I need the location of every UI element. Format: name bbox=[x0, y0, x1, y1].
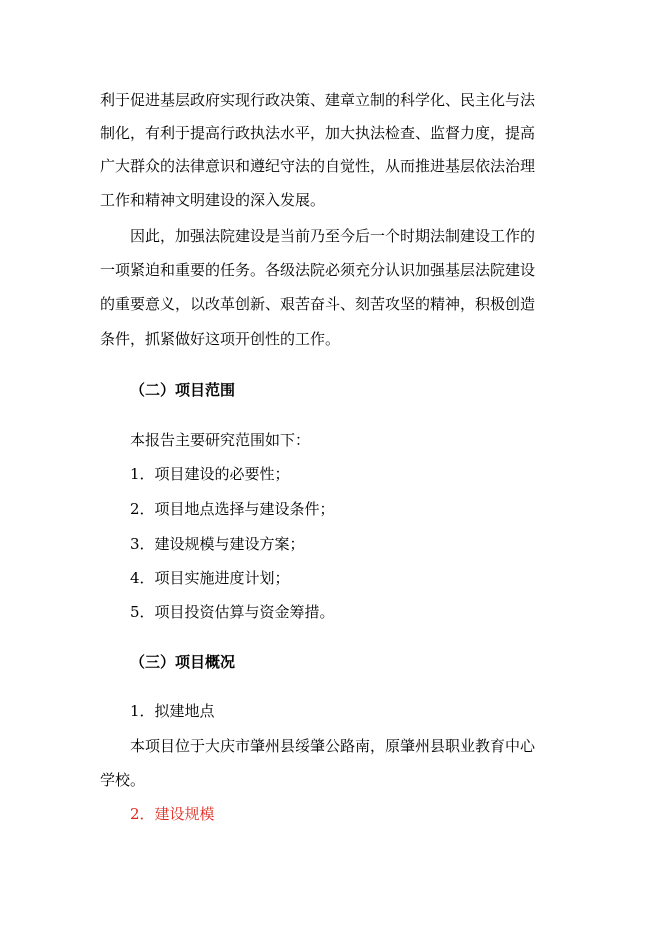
scope-intro: 本报告主要研究范围如下： bbox=[130, 431, 311, 449]
scope-item-2: 2．项目地点选择与建设条件； bbox=[130, 500, 335, 518]
paragraph-1-line-3: 广大群众的法律意识和遵纪守法的自觉性，从而推进基层依法治理 bbox=[100, 157, 536, 175]
scope-item-3: 3．建设规模与建设方案； bbox=[130, 535, 305, 553]
sub-2-title: 2．建设规模 bbox=[130, 805, 215, 823]
paragraph-2-line-3: 的重要意义，以改革创新、艰苦奋斗、刻苦攻坚的精神，积极创造 bbox=[100, 295, 536, 313]
section-2-heading: （二）项目范围 bbox=[130, 381, 236, 399]
paragraph-2-line-4: 条件，抓紧做好这项开创性的工作。 bbox=[100, 330, 341, 348]
scope-item-4: 4．项目实施进度计划； bbox=[130, 569, 290, 587]
scope-item-1: 1．项目建设的必要性； bbox=[130, 465, 290, 483]
sub-1-body-line-2: 学校。 bbox=[100, 771, 146, 789]
paragraph-2-line-1: 因此，加强法院建设是当前乃至今后一个时期法制建设工作的 bbox=[130, 227, 536, 245]
paragraph-1-line-1: 利于促进基层政府实现行政决策、建章立制的科学化、民主化与法 bbox=[100, 91, 536, 109]
paragraph-1-line-4: 工作和精神文明建设的深入发展。 bbox=[100, 191, 326, 209]
section-3-heading: （三）项目概况 bbox=[130, 653, 236, 671]
paragraph-2-line-2: 一项紧迫和重要的任务。各级法院必须充分认识加强基层法院建设 bbox=[100, 261, 536, 279]
paragraph-1-line-2: 制化，有利于提高行政执法水平，加大执法检查、监督力度，提高 bbox=[100, 124, 536, 142]
sub-1-body-line-1: 本项目位于大庆市肇州县绥肇公路南，原肇州县职业教育中心 bbox=[130, 737, 536, 755]
sub-1-title: 1．拟建地点 bbox=[130, 702, 215, 720]
scope-item-5: 5．项目投资估算与资金筹措。 bbox=[130, 603, 335, 621]
